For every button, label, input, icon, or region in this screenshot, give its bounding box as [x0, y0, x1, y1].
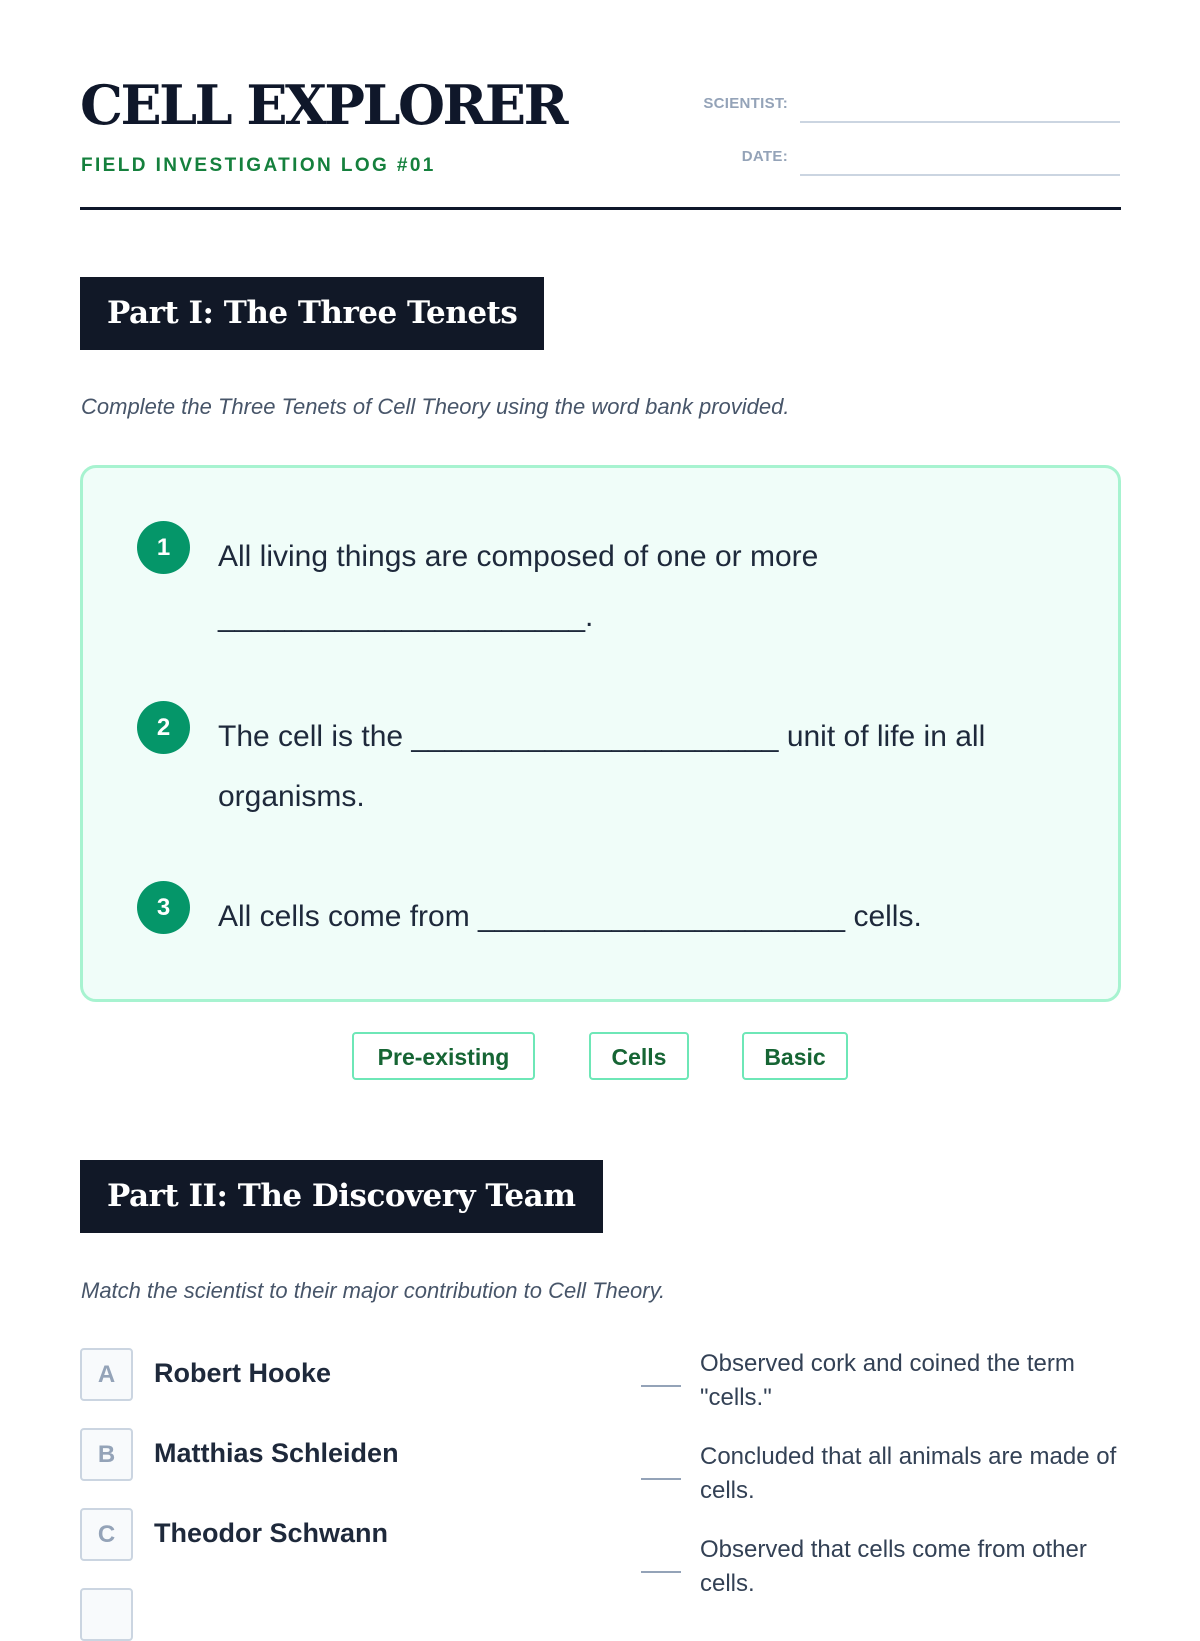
tenet-number-1: 1: [137, 521, 190, 574]
scientist-name-hooke: Robert Hooke: [154, 1358, 332, 1388]
word-bank-chip-basic[interactable]: Basic: [742, 1032, 848, 1080]
scientist-letter-a: A: [80, 1348, 133, 1401]
tenet-number-2: 2: [137, 701, 190, 754]
scientist-name-schwann: Theodor Schwann: [154, 1518, 389, 1548]
match-blank-3[interactable]: [641, 1571, 681, 1573]
page-subtitle: FIELD INVESTIGATION LOG #01: [81, 155, 436, 176]
contribution-1: Observed cork and coined the term "cells.": [700, 1350, 1075, 1411]
page-title: CELL EXPLORER: [80, 73, 566, 137]
word-bank-chip-pre-existing[interactable]: Pre-existing: [352, 1032, 535, 1080]
tenet-text-1: All living things are composed of one or more ______________________.: [218, 540, 819, 633]
match-blank-2[interactable]: [641, 1478, 681, 1480]
match-blank-1[interactable]: [641, 1385, 681, 1387]
header-divider: [80, 207, 1121, 210]
scientist-letter-b: B: [80, 1428, 133, 1481]
tenet-text-2: The cell is the ______________________ unit of life in all organisms.: [218, 720, 986, 813]
scientist-field[interactable]: [800, 121, 1120, 123]
date-label: DATE:: [741, 148, 788, 165]
tenet-number-3: 3: [137, 881, 190, 934]
scientist-name-schleiden: Matthias Schleiden: [154, 1438, 399, 1468]
tenet-text-3: All cells come from ______________________ cells.: [218, 900, 922, 933]
scientist-letter-c: C: [80, 1508, 133, 1561]
date-field[interactable]: [800, 174, 1120, 176]
part1-instructions: Complete the Three Tenets of Cell Theory using the word bank provided.: [81, 394, 790, 419]
scientist-label: SCIENTIST:: [703, 95, 788, 112]
part2-instructions: Match the scientist to their major contribution to Cell Theory.: [81, 1278, 666, 1303]
contribution-3: Observed that cells come from other cells.: [700, 1536, 1087, 1597]
scientist-letter-d: [80, 1588, 133, 1641]
word-bank-chip-cells[interactable]: Cells: [589, 1032, 689, 1080]
contribution-2: Concluded that all animals are made of cells.: [700, 1443, 1117, 1504]
part1-heading: Part I: The Three Tenets: [80, 277, 544, 350]
part2-heading: Part II: The Discovery Team: [80, 1160, 603, 1233]
